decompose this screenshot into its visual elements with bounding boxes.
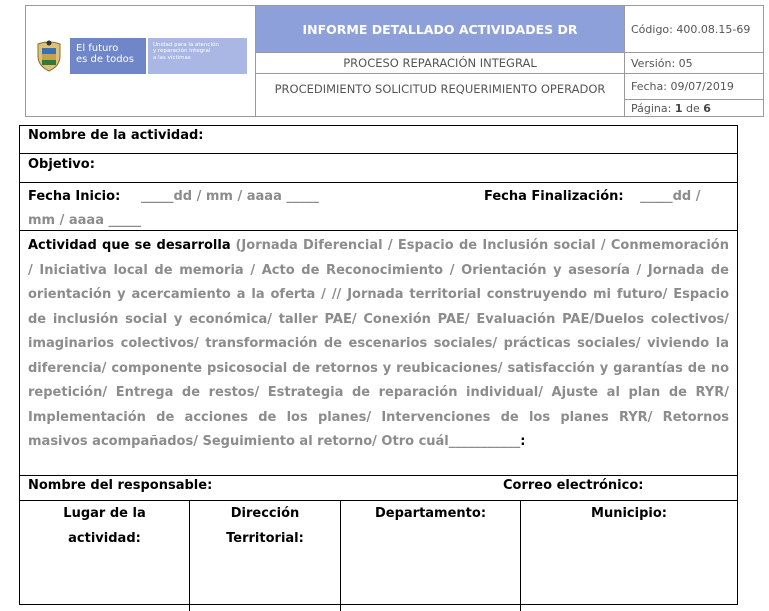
end-date-field-part1[interactable]: _____dd /: [640, 189, 701, 204]
header-title-cell: [256, 6, 625, 116]
department-label: Departamento:: [374, 506, 487, 521]
page-of: de: [686, 101, 700, 115]
document-code: Código: 400.08.15-69: [625, 6, 763, 53]
department-cell[interactable]: [341, 501, 521, 611]
activity-type-row[interactable]: [20, 231, 737, 476]
territorial-direction-cell[interactable]: [190, 501, 341, 611]
start-date-label: Fecha Inicio:: [28, 189, 121, 204]
territorial-direction-label-2: Territorial:: [226, 531, 304, 546]
end-date-label: Fecha Finalización:: [484, 189, 624, 204]
procedure-name: PROCEDIMIENTO SOLICITUD REQUERIMIENTO OPERADOR: [274, 82, 606, 96]
page-label: Página:: [631, 101, 672, 115]
document-version: Versión: 05: [625, 53, 763, 74]
activity-place-cell[interactable]: [20, 501, 190, 611]
responsible-row: [20, 476, 737, 501]
document-meta: [625, 6, 763, 116]
territorial-direction-label-1: Dirección: [230, 506, 300, 521]
activity-form: [19, 125, 738, 605]
activity-name-row[interactable]: [20, 126, 737, 154]
document-title: INFORME DETALLADO ACTIVIDADES DR: [256, 6, 624, 53]
objective-row[interactable]: [20, 154, 737, 183]
activity-place-label-2: actividad:: [68, 531, 141, 546]
activity-name-label: Nombre de la actividad:: [28, 128, 204, 143]
brand-line-2: es de todos: [76, 54, 134, 65]
email-label[interactable]: Correo electrónico:: [503, 478, 644, 493]
end-date-field-part2[interactable]: mm / aaaa _____: [28, 213, 142, 228]
logo-cell: [26, 6, 256, 116]
tagline-line-3: a las víctimas: [153, 54, 191, 61]
activity-type-label: Actividad que se desarrolla: [28, 238, 231, 253]
municipality-label: Municipio:: [591, 506, 667, 521]
objective-label: Objetivo:: [28, 157, 95, 172]
activity-type-options: (Jornada Diferencial / Espacio de Inclusión social / Conmemoración / Iniciativa local de memoria / Acto de Reconocimiento / Orientación y asesoría / Jornada de orientación y acercamiento a la oferta / // Jornada territorial construyendo mi futuro/ Espacio de inclusión social y económica/ taller PAE/ Conexión PAE/ Evaluación PAE/Duelos colectivos/ imaginarios colectivos/ transformación de escenarios sociales/ prácticas sociales/ viviendo la diferencia/ componente psicosocial de retornos y reubicaciones/ satisfacción y garantías de no repetición/ Entrega de restos/ Estrategia de reparación individual/ Ajuste al plan de RYR/ Implementación de acciones de los planes/ Intervenciones de los planes RYR/ Retornos masivos acompañados/ Seguimiento al retorno/ Otro cuál___________: [28, 238, 729, 449]
brand-badge: [70, 38, 146, 74]
responsible-label[interactable]: Nombre del responsable:: [28, 478, 213, 493]
document-date: Fecha: 09/07/2019: [625, 74, 763, 100]
document-header: [25, 5, 764, 117]
page-counter: [625, 100, 763, 116]
process-name: PROCESO REPARACIÓN INTEGRAL: [256, 53, 624, 74]
dates-row: [20, 183, 737, 231]
end-date-group: [484, 185, 701, 209]
location-columns: [20, 501, 737, 611]
activity-type-colon: :: [520, 434, 526, 449]
tagline-line-1: Unidad para la atención: [153, 42, 219, 48]
page-total: 6: [703, 101, 711, 115]
institution-logo: [34, 38, 247, 74]
brand-line-1: El futuro: [76, 43, 119, 54]
tagline-line-2: y reparación integral: [153, 48, 211, 55]
municipality-cell[interactable]: [521, 501, 737, 611]
activity-place-label-1: Lugar de la: [63, 506, 146, 521]
tagline-badge: [148, 38, 247, 74]
start-date-field[interactable]: _____dd / mm / aaaa _____: [140, 189, 319, 204]
page-current: 1: [674, 101, 683, 115]
coat-of-arms-icon: [34, 40, 64, 72]
